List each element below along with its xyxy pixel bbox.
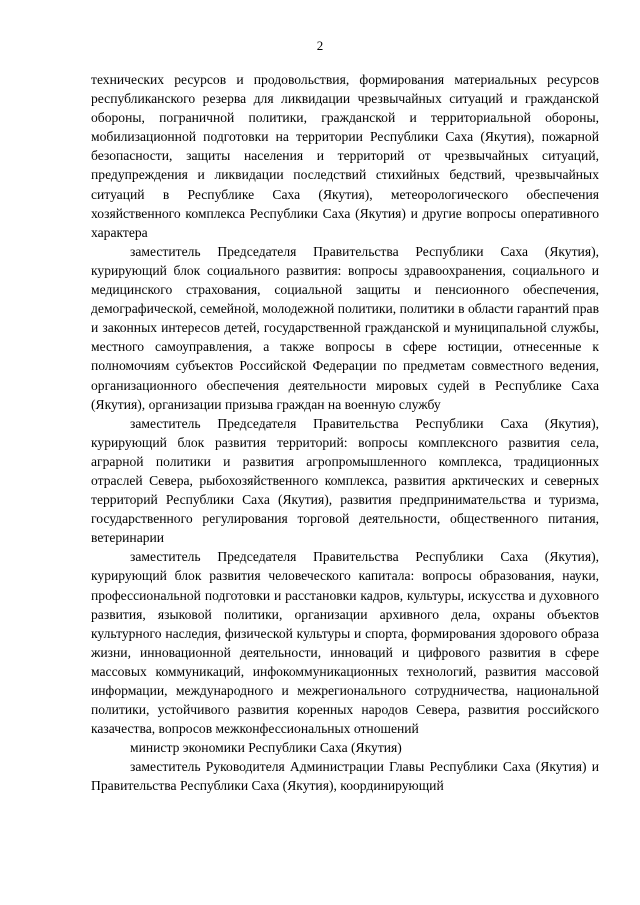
page-number: 2 <box>316 38 324 53</box>
document-body <box>91 70 599 796</box>
paragraph-2: заместитель Председателя Правительства Республики Саха (Якутия), курирующий блок социального развития: вопросы здравоохранения, социального и медицинского страхования, социальной защиты и пенсионного обеспечения, демографической, семейной, молодежной политики, политики в области гарантий прав и законных интересов детей, государственной гражданской и муниципальной службы, местного самоуправления, а также вопросы в сфере юстиции, отнесенные к полномочиям субъектов Российской Федерации по предметам совместного ведения, организационного обеспечения деятельности мировых судей в Республике Саха (Якутия), организации призыва граждан на военную службу <box>91 243 599 412</box>
paragraph-3: заместитель Председателя Правительства Республики Саха (Якутия), курирующий блок развития территорий: вопросы комплексного развития села, аграрной политики и развития агропромышленного комплекса, традиционных отраслей Севера, рыбохозяйственного комплекса, развития арктических и северных территорий Республики Саха (Якутия), развития предпринимательства и туризма, государственного регулирования торговой деятельности, общественного питания, ветеринарии <box>91 415 599 546</box>
paragraph-4: заместитель Председателя Правительства Республики Саха (Якутия), курирующий блок развития человеческого капитала: вопросы образования, науки, профессиональной подготовки и расстановки кадров, культуры, искусства и духовного развития, языковой политики, организации архивного дела, охраны объектов культурного наследия, физической культуры и спорта, формирования здорового образа жизни, инновационной деятельности, инноваций и цифрового развития в сфере массовых коммуникаций, инфокоммуникационных технологий, развития массовой информации, международного и межрегионального сотрудничества, национальной политики, устойчивого развития коренных народов Севера, развития российского казачества, вопросов межконфессиональных отношений <box>91 549 599 737</box>
paragraph-1: технических ресурсов и продовольствия, формирования материальных ресурсов республиканского резерва для ликвидации чрезвычайных ситуаций и гражданской обороны, пограничной политики, гражданской и территориальной обороны, мобилизационной подготовки на территории Республики Саха (Якутия), пожарной безопасности, защиты населения и территорий от чрезвычайных ситуаций, предупреждения и ликвидации последствий стихийных бедствий, чрезвычайных ситуаций в Республике Саха (Якутия), метеорологического обеспечения хозяйственного комплекса Республики Саха (Якутия) и другие вопросы оперативного характера <box>91 72 599 240</box>
paragraph-6: заместитель Руководителя Администрации Главы Республики Саха (Якутия) и Правительства Республики Саха (Якутия), координирующий <box>91 759 599 794</box>
paragraph-5: министр экономики Республики Саха (Якутия) <box>130 740 402 756</box>
